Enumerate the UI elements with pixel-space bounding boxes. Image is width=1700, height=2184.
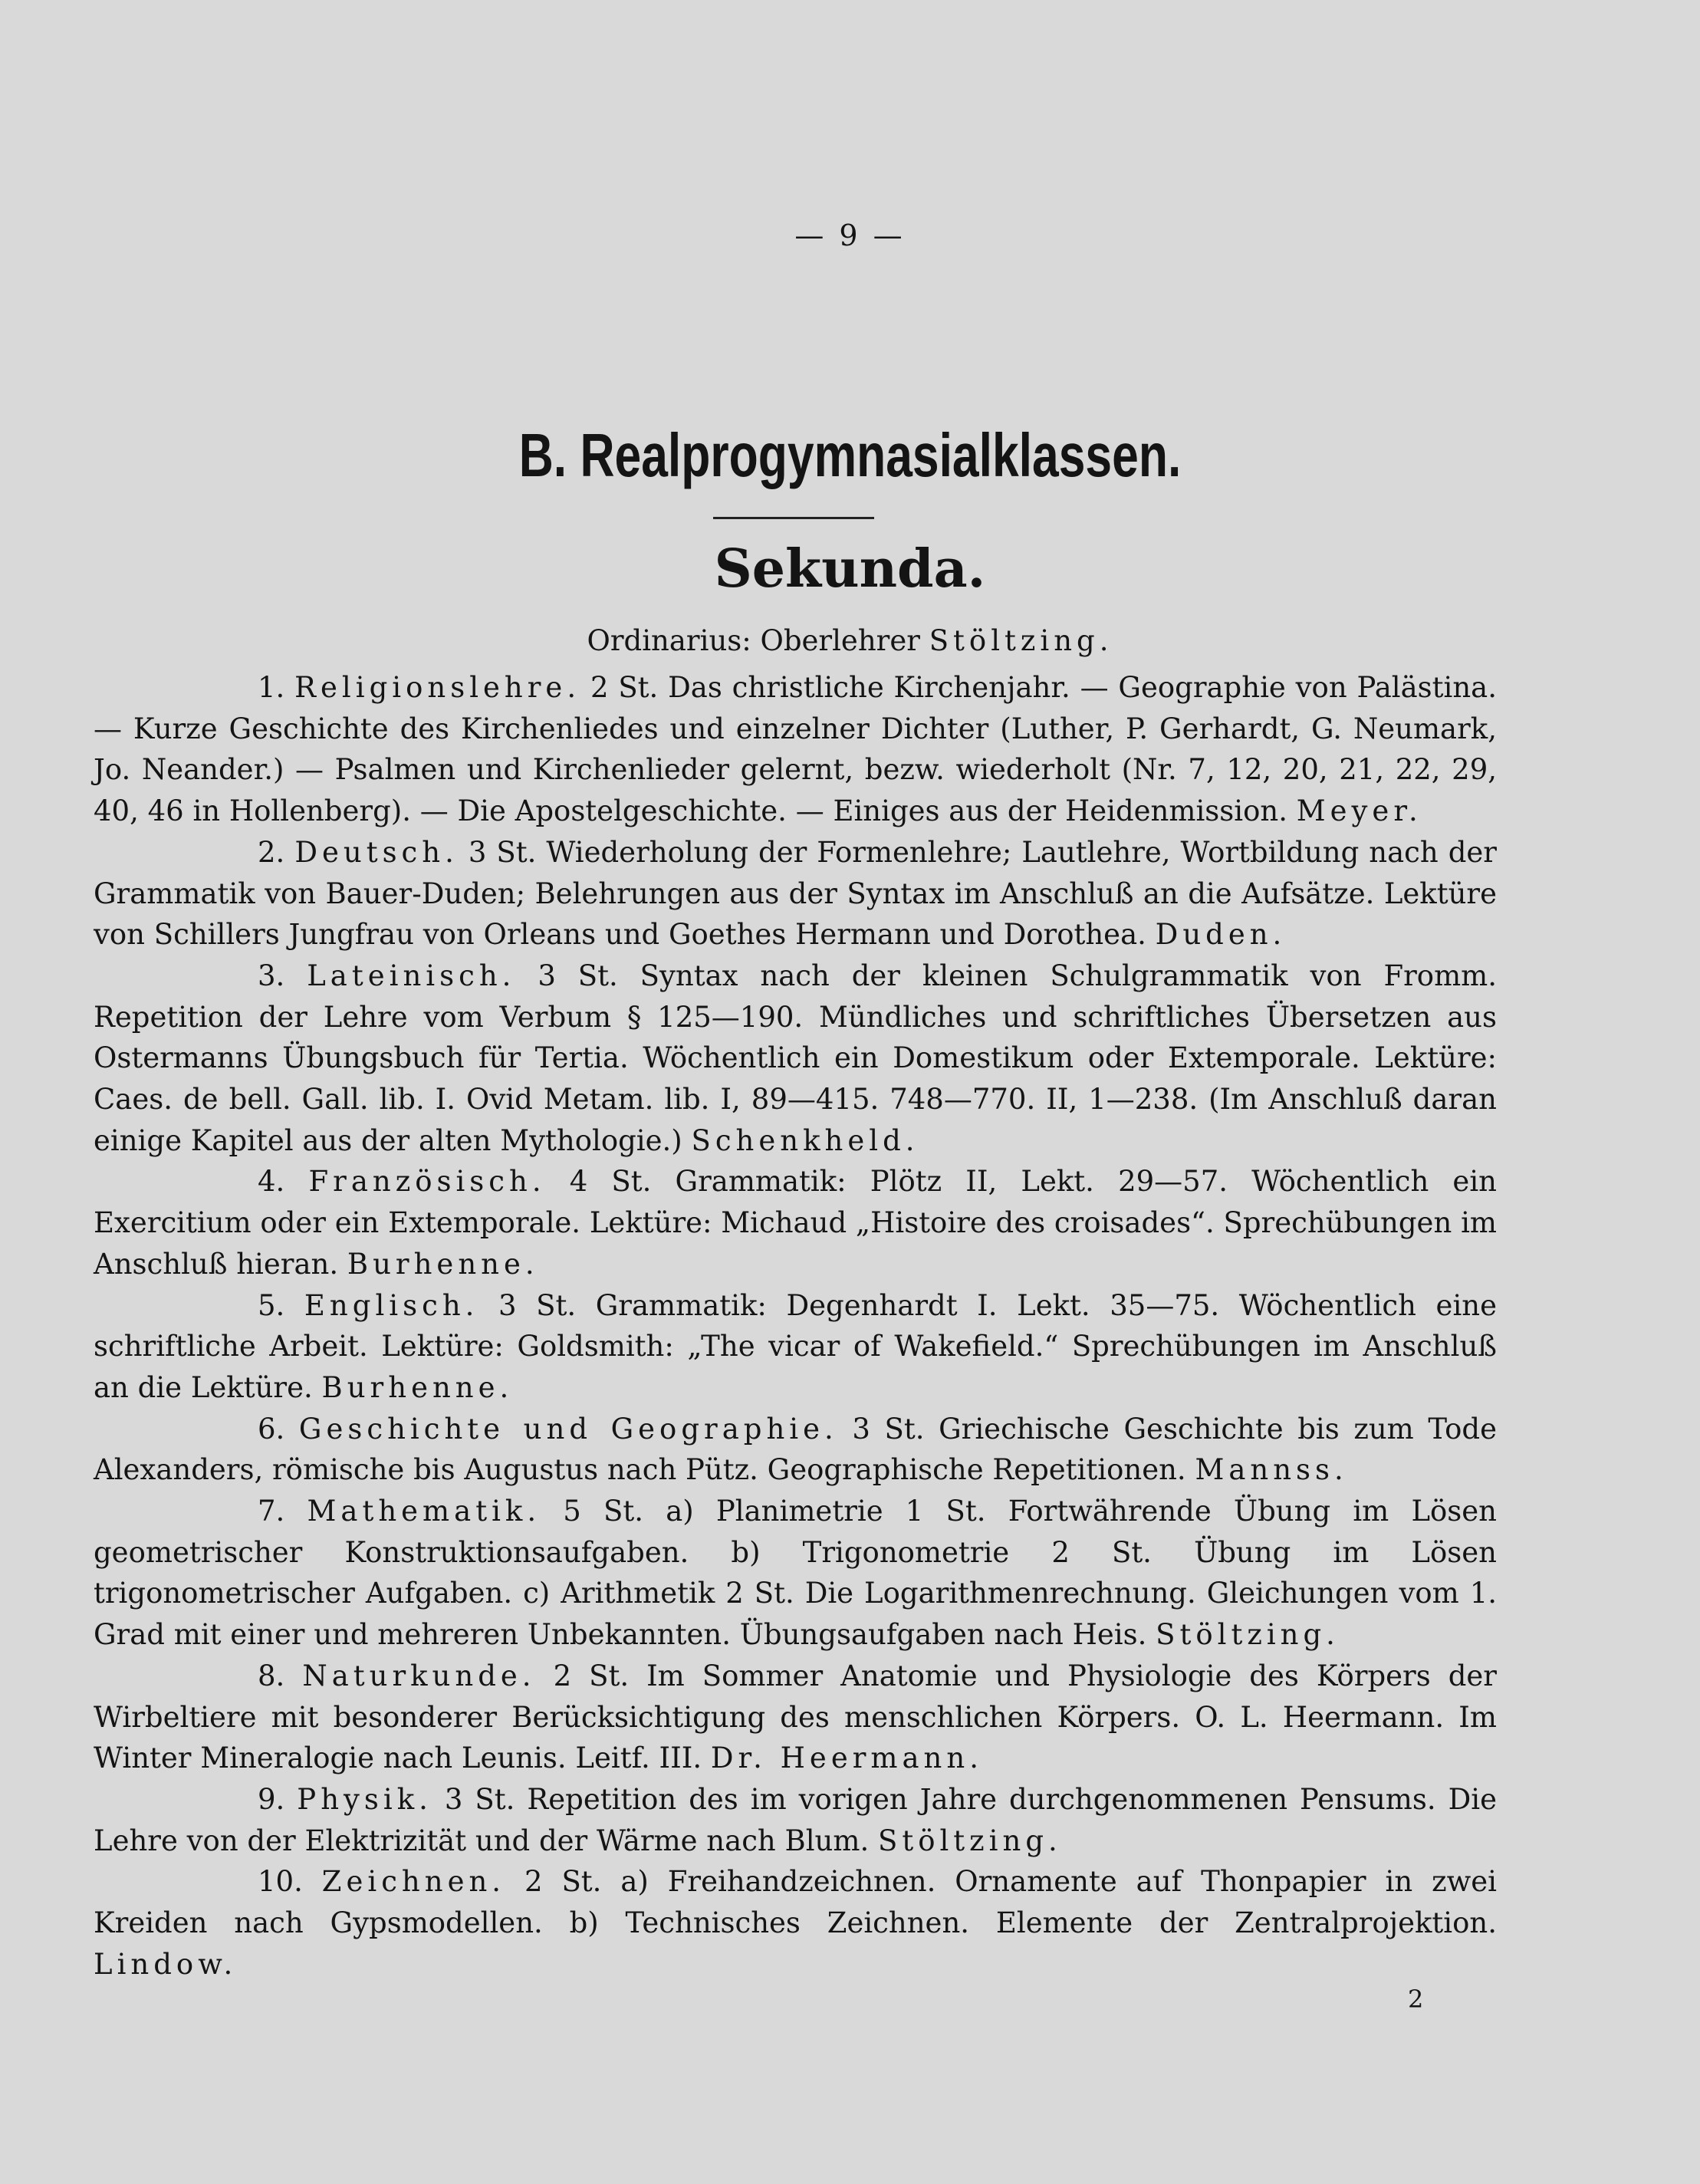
subject-name: Mathematik.	[307, 1495, 541, 1528]
subject-teacher: Burhenne.	[347, 1247, 539, 1281]
heading-rule	[713, 517, 874, 519]
subject-teacher: Schenkheld.	[691, 1123, 919, 1157]
subject-teacher: Burhenne.	[321, 1370, 514, 1404]
subject-number: 3.	[258, 959, 285, 992]
page-number: — 9 —	[794, 219, 906, 252]
subject-number: 9.	[258, 1782, 285, 1816]
subject-number: 5.	[258, 1288, 285, 1322]
subject-text: 3 St. Repetition des im vorigen Jahre durchgenommenen Pensums. Die Lehre von der Elektrizität und der Wärme nach Blum.	[94, 1782, 1498, 1857]
subject-number: 7.	[258, 1495, 285, 1528]
subject-paragraph	[94, 1861, 1497, 1985]
subject-number: 1.	[258, 671, 285, 704]
ordinarius-name: Stöltzing.	[929, 624, 1113, 657]
subject-text: 2 St. Das christliche Kirchenjahr. — Geographie von Palästina. — Kurze Geschichte des Kirchenliedes und einzelner Dichter (Luther, P. Gerhardt, G. Neumark, Jo. Neander.) — Psalmen und Kirchenlieder gelernt, bezw. wiederholt (Nr. 7, 12, 20, 21, 22, 29, 40, 46 in Hollenberg). — Die Apostelgeschichte. — Einiges aus der Heidenmission.	[94, 671, 1498, 828]
subject-name: Zeichnen.	[321, 1865, 506, 1899]
ordinarius-label: Ordinarius: Oberlehrer	[587, 624, 920, 657]
subject-teacher: Meyer.	[1296, 794, 1422, 828]
subject-paragraph	[94, 1779, 1497, 1861]
subject-paragraph	[94, 832, 1497, 956]
subject-number: 4.	[258, 1165, 285, 1199]
sub-heading: Sekunda.	[714, 538, 986, 600]
subject-paragraph	[94, 1285, 1497, 1409]
subject-number: 6.	[258, 1412, 285, 1446]
subject-paragraph	[94, 1491, 1497, 1656]
subject-name: Deutsch.	[294, 835, 459, 869]
subject-paragraph	[94, 667, 1497, 832]
subject-text: 2 St. a) Freihandzeichnen. Ornamente auf Thonpapier in zwei Kreiden nach Gypsmodellen. b) Technisches Zeichnen. Elemente der Zentralprojektion.	[94, 1865, 1497, 1940]
subject-number: 8.	[258, 1659, 285, 1692]
subject-name: Geschichte und Geographie.	[298, 1412, 838, 1446]
subject-name: Religionslehre.	[294, 671, 581, 704]
subject-name: Englisch.	[304, 1288, 479, 1322]
subject-teacher: Stöltzing.	[877, 1824, 1062, 1857]
subject-teacher: Dr. Heermann.	[710, 1742, 983, 1775]
subject-paragraph	[94, 1161, 1497, 1284]
subject-text: 2 St. Im Sommer Anatomie und Physiologie des Körpers der Wirbeltiere mit besonderer Berücksichtigung des menschlichen Körpers. O. L. Heermann. Im Winter Mineralogie nach Leunis. Leitf. III.	[94, 1659, 1497, 1775]
subject-text: 3 St. Syntax nach der kleinen Schulgrammatik von Fromm. Repetition der Lehre vom Verbum § 125—190. Mündliches und schriftliches Übersetzen aus Ostermanns Übungsbuch für Tertia. Wöchentlich ein Domestikum oder Extemporale. Lektüre: Caes. de bell. Gall. lib. I. Ovid Metam. lib. I, 89—415. 748—770. II, 1—238. (Im Anschluß daran einige Kapitel aus der alten Mythologie.)	[94, 959, 1498, 1157]
subject-name: Naturkunde.	[302, 1659, 536, 1692]
subject-text: 3 St. Wiederholung der Formenlehre; Lautlehre, Wortbildung nach der Grammatik von Bauer-Duden; Belehrungen aus der Syntax im Anschluß an die Aufsätze. Lektüre von Schillers Jungfrau von Orleans und Goethes Hermann und Dorothea.	[94, 835, 1497, 952]
subject-paragraph	[94, 956, 1497, 1162]
subject-number: 10.	[258, 1865, 303, 1899]
subject-name: Französisch.	[308, 1165, 546, 1199]
subject-teacher: Stöltzing.	[1156, 1618, 1340, 1652]
sheet-signature: 2	[1408, 1985, 1424, 2014]
main-heading: B. Realprogymnasialklassen.	[518, 421, 1182, 489]
subject-paragraph	[94, 1409, 1497, 1491]
subject-teacher: Lindow.	[94, 1947, 238, 1981]
subject-name: Physik.	[297, 1782, 432, 1816]
ordinarius-line	[0, 624, 1700, 657]
subject-name: Lateinisch.	[307, 959, 516, 992]
subject-teacher: Mannss.	[1195, 1453, 1348, 1487]
subject-list	[94, 667, 1497, 1985]
subject-text: 3 St. Griechische Geschichte bis zum Tode Alexanders, römische bis Augustus nach Pütz. Geographische Repetitionen.	[94, 1412, 1498, 1487]
subject-paragraph	[94, 1656, 1497, 1779]
subject-teacher: Duden.	[1155, 918, 1287, 952]
subject-text: 4 St. Grammatik: Plötz II, Lekt. 29—57. Wöchentlich ein Exercitium oder ein Extemporale. Lektüre: Michaud „Histoire des croisades“. Sprechübungen im Anschluß hieran.	[94, 1165, 1497, 1281]
subject-text: 3 St. Grammatik: Degenhardt I. Lekt. 35—75. Wöchentlich eine schriftliche Arbeit. Lektüre: Goldsmith: „The vicar of Wakefield.“ Sprechübungen im Anschluß an die Lektüre.	[94, 1288, 1498, 1404]
subject-number: 2.	[258, 835, 285, 869]
subject-text: 5 St. a) Planimetrie 1 St. Fortwährende Übung im Lösen geometrischer Konstruktionsaufgaben. b) Trigonometrie 2 St. Übung im Lösen trigonometrischer Aufgaben. c) Arithmetik 2 St. Die Logarithmenrechnung. Gleichungen vom 1. Grad mit einer und mehreren Unbekannten. Übungsaufgaben nach Heis.	[94, 1495, 1498, 1652]
